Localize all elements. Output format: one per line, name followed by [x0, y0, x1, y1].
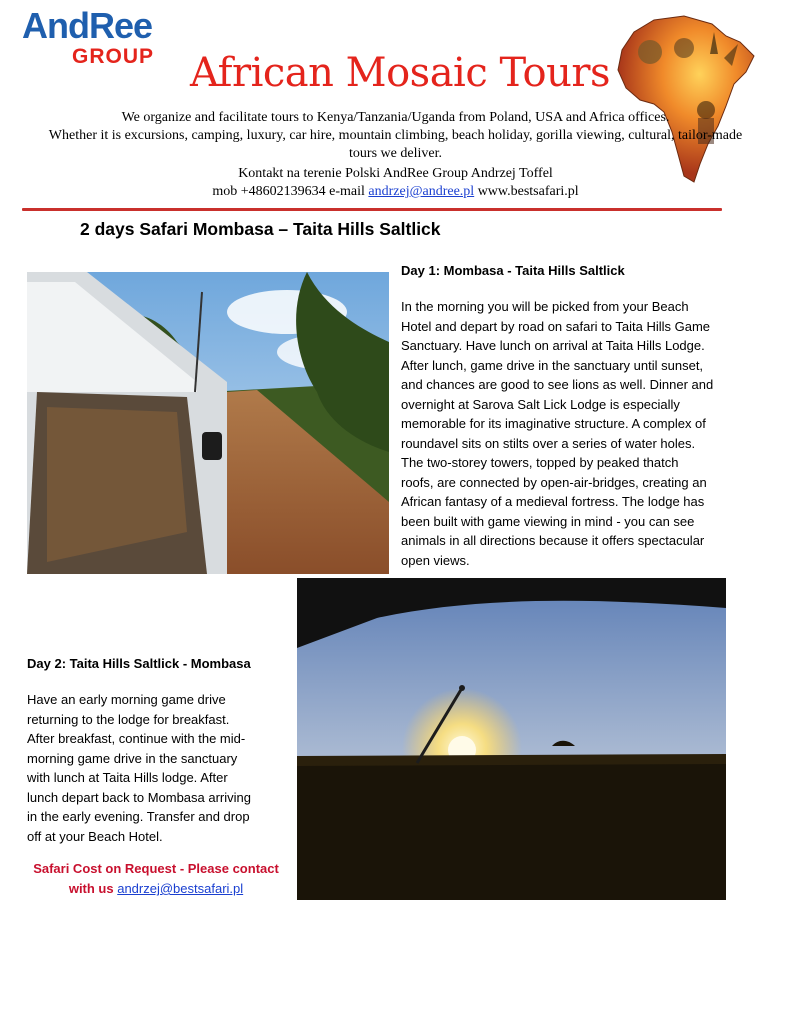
- intro-line-2: Whether it is excursions, camping, luxury, car hire, mountain climbing, beach holiday, gorilla viewing, cultural, tailor-made: [48, 128, 743, 143]
- page-title: 2 days Safari Mombasa – Taita Hills Saltlick: [80, 219, 441, 239]
- day1-line: roundavel sits on stilts over a series of water holes.: [401, 435, 696, 451]
- day1-line: animals in all directions because it offers spectacular: [401, 533, 705, 548]
- logo-andree-text: AndRee: [22, 5, 153, 46]
- header-divider: [22, 208, 722, 211]
- day1-line: and chances are good to see lions as well. Dinner and: [401, 377, 714, 392]
- andree-group-logo: [22, 6, 172, 76]
- intro-line-3: tours we deliver.: [349, 146, 442, 161]
- cost-line-1: Safari Cost on Request - Please contact: [33, 861, 279, 876]
- day1-line: memorable for its imaginative structure. A complex of: [401, 416, 706, 431]
- day1-line: African fantasy of a medieval fortress. The lodge has: [401, 494, 705, 509]
- contact-line: Kontakt na terenie Polski AndRee Group Andrzej Toffel: [238, 166, 553, 181]
- day1-line: Hotel and depart by road on safari to Taita Hills Game: [401, 318, 711, 334]
- day1-line: Sanctuary. Have lunch on arrival at Taita Hills Lodge.: [401, 338, 705, 353]
- day1-heading: Day 1: Mombasa - Taita Hills Saltlick: [401, 263, 625, 278]
- day2-description: [27, 690, 282, 846]
- cost-line-2: [30, 879, 282, 899]
- day2-line: returning to the lodge for breakfast.: [27, 711, 230, 727]
- day1-line: open views.: [401, 552, 470, 568]
- brand-title: African Mosaic Tours: [190, 50, 611, 96]
- mobile-text: mob +48602139634 e-mail: [212, 184, 369, 199]
- day1-line: roofs, are connected by open-air-bridges, creating an: [401, 474, 707, 490]
- day2-line: in the early evening. Transfer and drop: [27, 809, 250, 824]
- day2-heading: Day 2: Taita Hills Saltlick - Mombasa: [27, 656, 251, 671]
- day2-line: off at your Beach Hotel.: [27, 828, 163, 844]
- day1-line: After lunch, game drive in the sanctuary until sunset,: [401, 357, 704, 373]
- day2-line: morning game drive in the sanctuary: [27, 750, 238, 766]
- cost-contact-text: with us: [68, 881, 118, 896]
- day2-line: with lunch at Taita Hills lodge. After: [27, 770, 228, 785]
- mobile-email-line: [0, 182, 791, 201]
- safari-cost-note: [30, 859, 282, 899]
- intro-line-1: We organize and facilitate tours to Kenya/Tanzania/Uganda from Poland, USA and Africa offices.: [121, 110, 670, 125]
- day2-line: Have an early morning game drive: [27, 692, 226, 707]
- day1-line: The two-storey towers, topped by peaked thatch: [401, 455, 679, 470]
- day1-line: overnight at Sarova Salt Lick Lodge is especially: [401, 396, 680, 412]
- day1-line: been built with game viewing in mind - you can see: [401, 513, 695, 529]
- email-link[interactable]: andrzej@andree.pl: [368, 184, 475, 199]
- day1-description: [401, 297, 751, 570]
- day1-line: In the morning you will be picked from your Beach: [401, 299, 689, 314]
- safari-road-photo: [27, 272, 389, 574]
- logo-group-text: GROUP: [72, 45, 155, 68]
- day2-line: lunch depart back to Mombasa arriving: [27, 789, 252, 805]
- day2-line: After breakfast, continue with the mid-: [27, 731, 246, 746]
- cost-email-link[interactable]: andrzej@bestsafari.pl: [117, 881, 244, 896]
- sunset-savanna-photo: [297, 578, 726, 900]
- website-text: www.bestsafari.pl: [474, 184, 579, 199]
